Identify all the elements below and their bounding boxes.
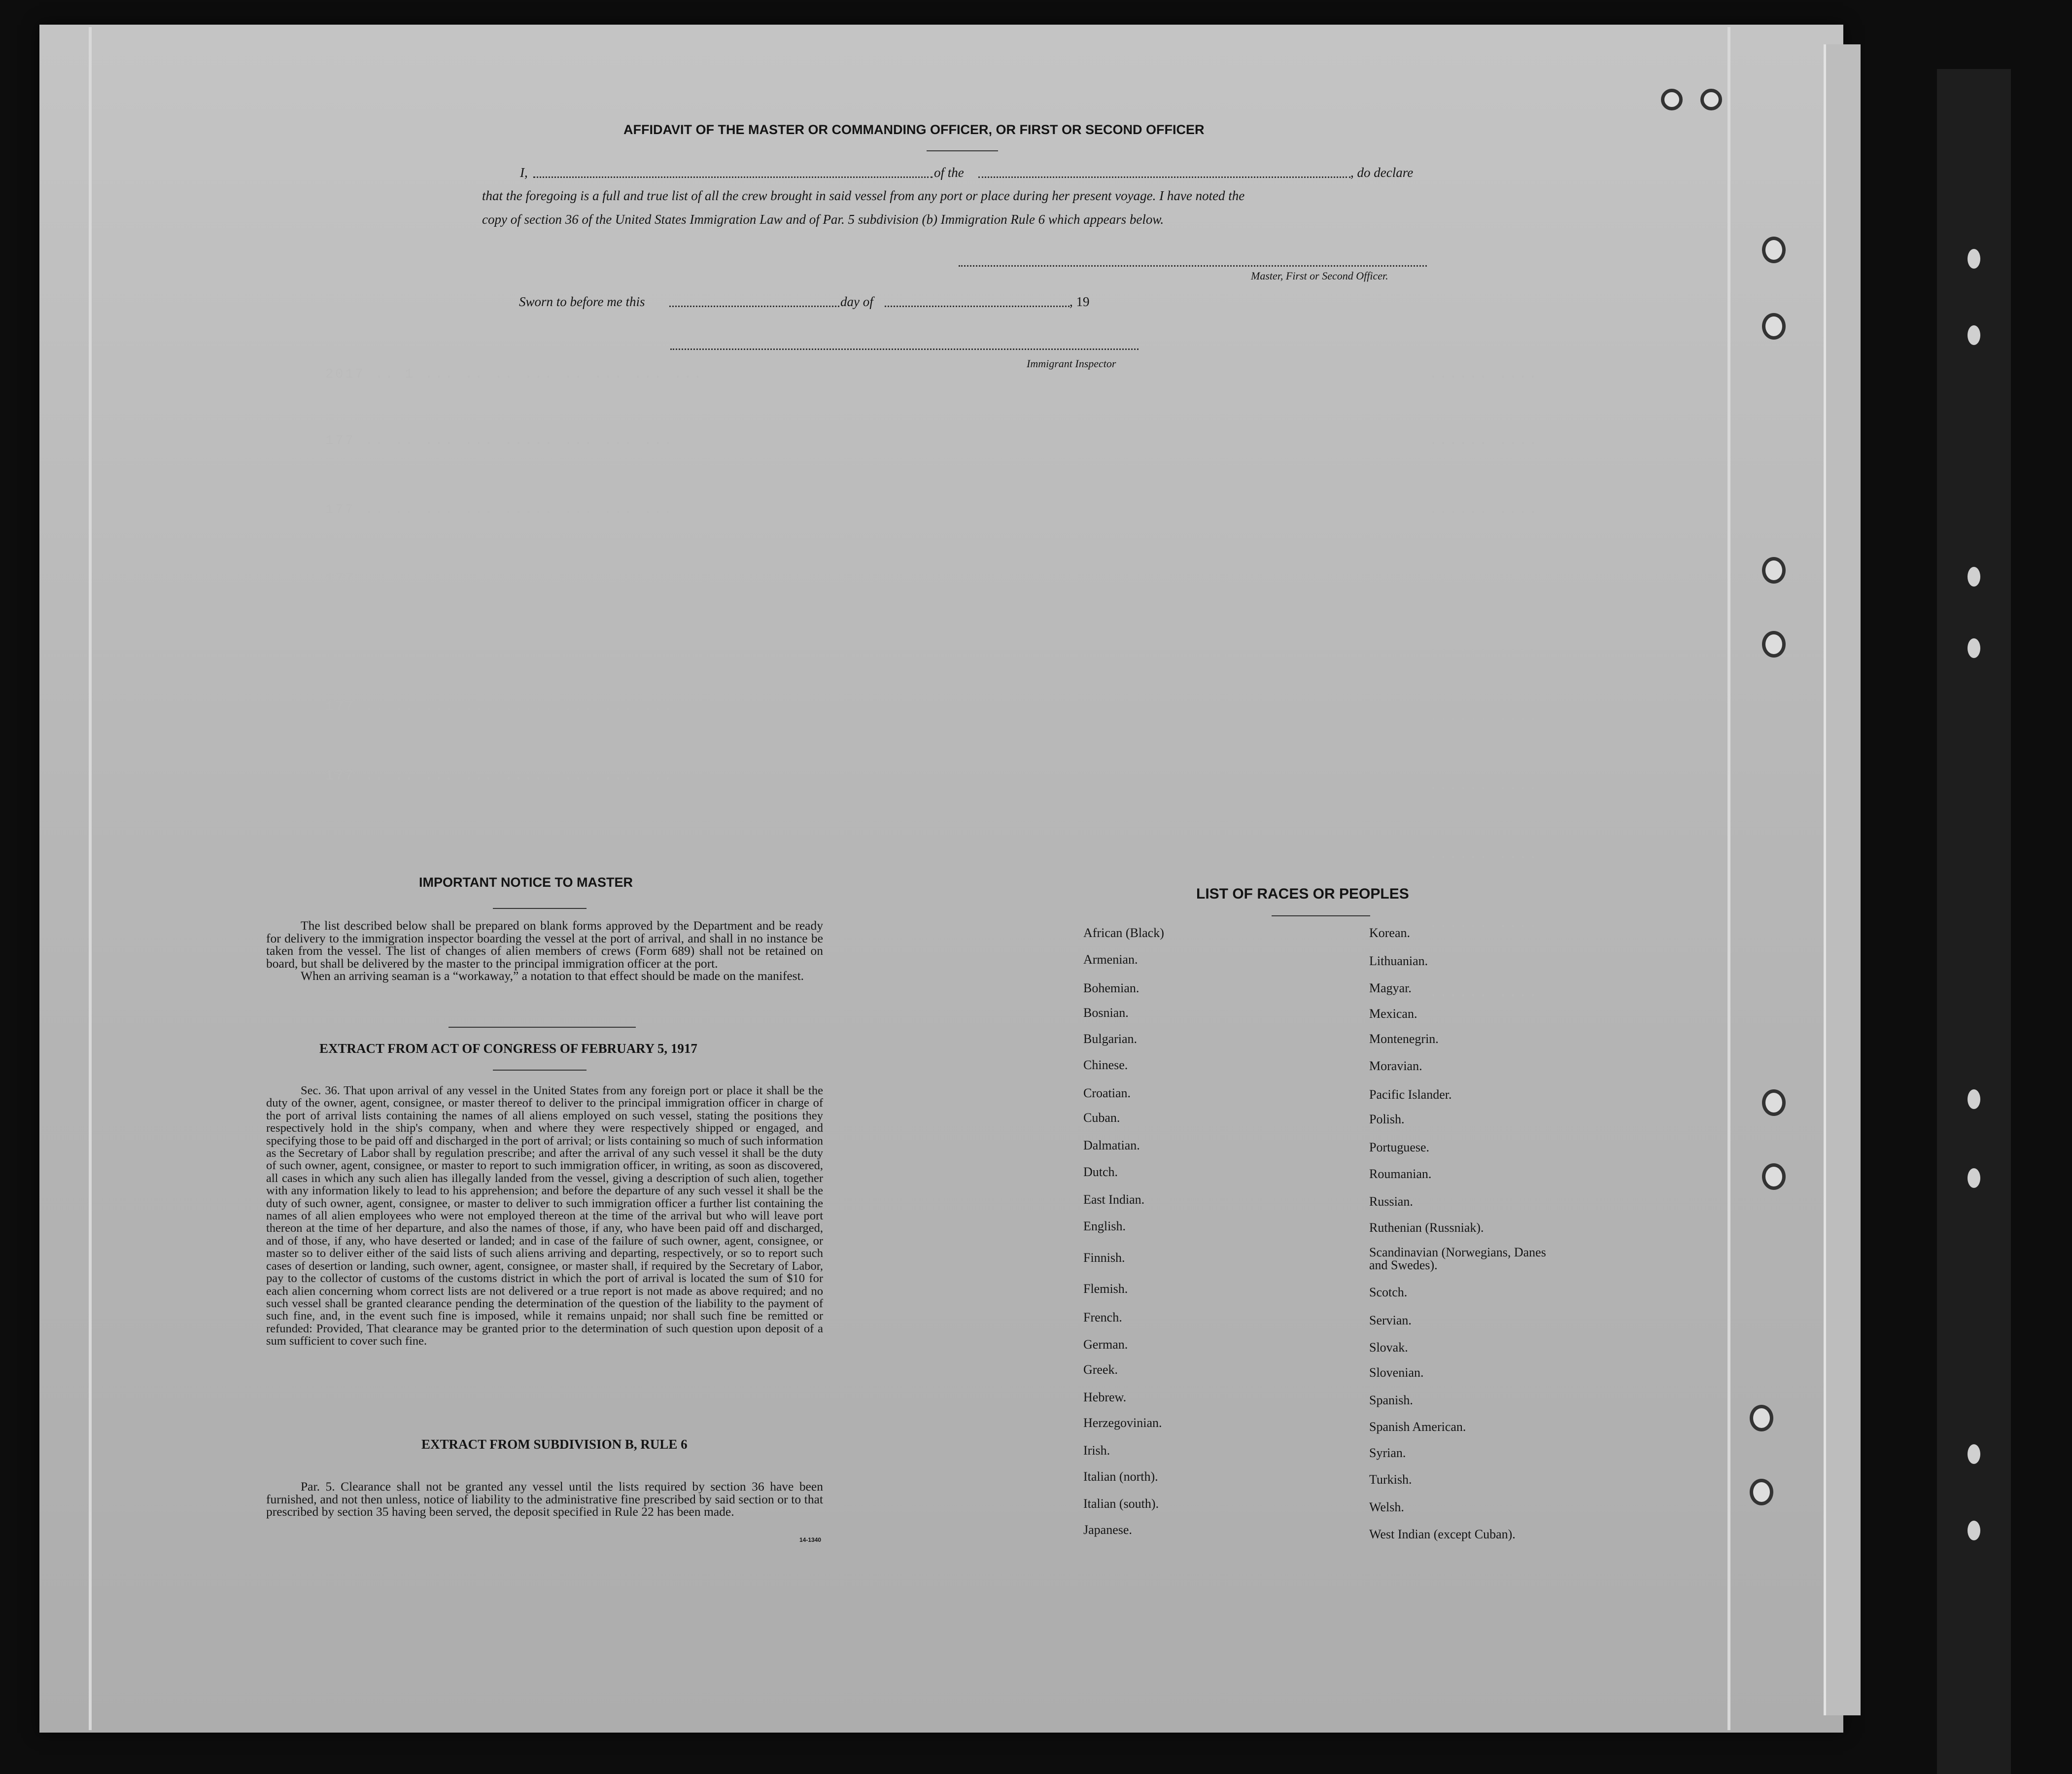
affidavit-line-3: copy of section 36 of the United States Immigration Law and of Par. 5 subdivision (b) Immigration Rule 6 which appears below.: [482, 212, 1164, 227]
rule-extract-title: EXTRACT FROM SUBDIVISION B, RULE 6: [421, 1437, 688, 1452]
race-item: Bulgarian.: [1083, 1032, 1138, 1046]
underlying-page-edge: [1824, 44, 1861, 1715]
race-item: Servian.: [1369, 1313, 1412, 1327]
section-divider: [449, 1027, 636, 1028]
sworn-day-field[interactable]: [669, 306, 839, 307]
inspector-label: Immigrant Inspector: [1027, 357, 1116, 370]
race-item: French.: [1083, 1310, 1122, 1324]
race-item: Montenegrin.: [1369, 1032, 1439, 1046]
act-extract-title: EXTRACT FROM ACT OF CONGRESS OF FEBRUARY 5, 1917: [319, 1041, 697, 1056]
race-item: Roumanian.: [1369, 1167, 1432, 1181]
affidavit-line-2: that the foregoing is a full and true list of all the crew brought in said vessel from any port or place during her present voyage. I have noted the: [482, 188, 1245, 203]
affidavit-title-rule: [927, 150, 998, 151]
race-item: Lithuanian.: [1369, 954, 1428, 968]
race-item: Turkish.: [1369, 1472, 1412, 1487]
binder-ring: [1700, 89, 1722, 110]
binder-ring: [1762, 631, 1786, 658]
binder-ring: [1750, 1405, 1773, 1431]
binder-ring: [1661, 89, 1683, 110]
binder-ring: [1762, 557, 1786, 584]
binder-ring: [1762, 313, 1786, 340]
race-item: Cuban.: [1083, 1111, 1120, 1125]
day-of-label: day of: [840, 294, 873, 309]
race-item: Russian.: [1369, 1194, 1413, 1209]
binder-ring: [1762, 1089, 1786, 1116]
race-item: Slovenian.: [1369, 1365, 1424, 1380]
inspector-signature-field[interactable]: [670, 348, 1139, 350]
act-title-rule: [493, 1070, 587, 1071]
form-number: 14-1340: [799, 1536, 822, 1543]
race-item: Japanese.: [1083, 1523, 1132, 1537]
race-item: Spanish American.: [1369, 1420, 1466, 1434]
race-item: Ruthenian (Russniak).: [1369, 1220, 1484, 1235]
race-item: East Indian.: [1083, 1192, 1145, 1207]
race-item: Greek.: [1083, 1362, 1118, 1377]
races-title-rule: [1272, 915, 1370, 916]
notice-title: IMPORTANT NOTICE TO MASTER: [419, 875, 633, 890]
act-section-36-text: Sec. 36. That upon arrival of any vessel in the United States from any foreign port or place it shall be the duty of the owner, agent, consignee, or master thereof to deliver to the principal immigration officer in charge of the port of arrival lists containing the names of all aliens employed on such vessel, stating the positions they respectively hold in the ship's company, when and where they were respectively shipped or engaged, and specifying those to be paid off and discharged in the port of arrival; or lists containing so much of such information as the Secretary of Labor shall by regulation prescribe; and after the arrival of any such vessel it shall be the duty of such owner, agent, consignee, or master to report to such immigration officer, in writing, as soon as discovered, all cases in which any such alien has illegally landed from the vessel, giving a description of such alien, together with any information likely to lead to his apprehension; and before the departure of any such vessel it shall be the duty of such owner, agent, consignee, or master to deliver to such immigration officer a further list containing the names of all alien employees who were not employed thereon at the time of the arrival but who will leave port thereon at the time of her departure, and also the names of those, if any, who have been paid off and discharged, and of those, if any, who have deserted or landed; and in case of the failure of such owner, agent, consignee, or master so to deliver either of the said lists of such aliens arriving and departing, respectively, or so to report such cases of desertion or landing, such owner, agent, consignee, or master shall, if required by the Secretary of Labor, pay to the collector of customs of the customs district in which the port of arrival is located the sum of $10 for each alien concerning whom correct lists are not delivered or a true report is not made as above required; and no such vessel shall be granted clearance pending the determination of the question of the liability to the payment of such fine, and, in the event such fine is imposed, while it remains unpaid; nor shall such fine be remitted or refunded: Provided, That clearance may be granted prior to the determination of such question upon deposit of a sum sufficient to cover such fine.: [266, 1084, 823, 1348]
race-item: Portuguese.: [1369, 1140, 1430, 1154]
race-item: Syrian.: [1369, 1446, 1406, 1460]
race-item: Hebrew.: [1083, 1390, 1127, 1404]
race-item: German.: [1083, 1337, 1128, 1352]
race-item: Dutch.: [1083, 1165, 1118, 1179]
race-item: Pacific Islander.: [1369, 1087, 1452, 1102]
race-item: Bosnian.: [1083, 1006, 1129, 1020]
affidavit-do-declare: , do declare: [1350, 165, 1414, 180]
race-item: Armenian.: [1083, 952, 1138, 967]
race-item: Flemish.: [1083, 1282, 1128, 1296]
race-item: Chinese.: [1083, 1058, 1128, 1072]
race-item: Herzegovinian.: [1083, 1416, 1162, 1430]
race-item: Spanish.: [1369, 1393, 1413, 1407]
year-label: , 19: [1070, 294, 1090, 309]
sworn-month-field[interactable]: [885, 306, 1070, 307]
notice-paragraph-1: The list described below shall be prepared on blank forms approved by the Department and be ready for delivery to the immigration inspector boarding the vessel at the port of arrival, and shall in no instance be taken from the vessel. The list of changes of alien members of crews (Form 689) shall not be retained on board, but shall be delivered by the master to the principal immigration officer at the port.: [266, 918, 823, 971]
race-item: Croatian.: [1083, 1086, 1131, 1100]
page-edge-left: [89, 27, 92, 1730]
affiant-name-field[interactable]: [533, 176, 932, 178]
race-item: Magyar.: [1369, 981, 1412, 995]
race-item: West Indian (except Cuban).: [1369, 1527, 1516, 1541]
race-item: Finnish.: [1083, 1251, 1125, 1265]
race-item: Irish.: [1083, 1443, 1110, 1458]
notice-paragraph-2: When an arriving seaman is a “workaway,” a notation to that effect should be made on the manifest.: [301, 969, 804, 983]
master-signature-field[interactable]: [959, 265, 1427, 267]
race-item: Dalmatian.: [1083, 1138, 1140, 1152]
race-item: Italian (north).: [1083, 1469, 1158, 1484]
rule-extract-body: [266, 1480, 823, 1518]
race-item: African (Black): [1083, 926, 1164, 940]
affidavit-title: AFFIDAVIT OF THE MASTER OR COMMANDING OFFICER, OR FIRST OR SECOND OFFICER: [623, 122, 1205, 137]
binding-strip: [1937, 69, 2011, 1774]
race-item: Mexican.: [1369, 1007, 1417, 1021]
race-item: Bohemian.: [1083, 981, 1140, 995]
document-page: [39, 25, 1843, 1733]
races-title: LIST OF RACES OR PEOPLES: [1196, 886, 1409, 902]
sworn-label: Sworn to before me this: [519, 294, 645, 309]
race-item: Polish.: [1369, 1112, 1405, 1126]
race-item: Welsh.: [1369, 1500, 1404, 1514]
binder-ring: [1750, 1479, 1773, 1505]
race-item: Korean.: [1369, 926, 1411, 940]
affidavit-of-the-label: of the: [934, 165, 964, 180]
binder-ring: [1762, 1163, 1786, 1190]
rule-paragraph-5: Par. 5. Clearance shall not be granted any vessel until the lists required by section 36 have been furnished, and not then unless, notice of liability to the administrative fine prescribed by said section or to that prescribed by section 35 having been served, the deposit specified in Rule 22 has been made.: [266, 1479, 823, 1519]
vessel-name-field[interactable]: [978, 176, 1350, 178]
act-extract-body: [266, 1084, 823, 1348]
race-item: Italian (south).: [1083, 1496, 1159, 1511]
master-signature-label: Master, First or Second Officer.: [1251, 270, 1388, 282]
page-edge-right: [1727, 27, 1730, 1730]
notice-body: [266, 919, 823, 982]
binder-ring: [1762, 237, 1786, 263]
race-item: Scandinavian (Norwegians, Danes and Swedes).: [1369, 1245, 1546, 1272]
race-item: English.: [1083, 1219, 1126, 1233]
affidavit-i-label: I,: [520, 165, 528, 180]
race-item: Moravian.: [1369, 1059, 1422, 1073]
race-item: Slovak.: [1369, 1340, 1408, 1355]
notice-title-rule: [493, 908, 587, 909]
race-item: Scotch.: [1369, 1285, 1408, 1299]
